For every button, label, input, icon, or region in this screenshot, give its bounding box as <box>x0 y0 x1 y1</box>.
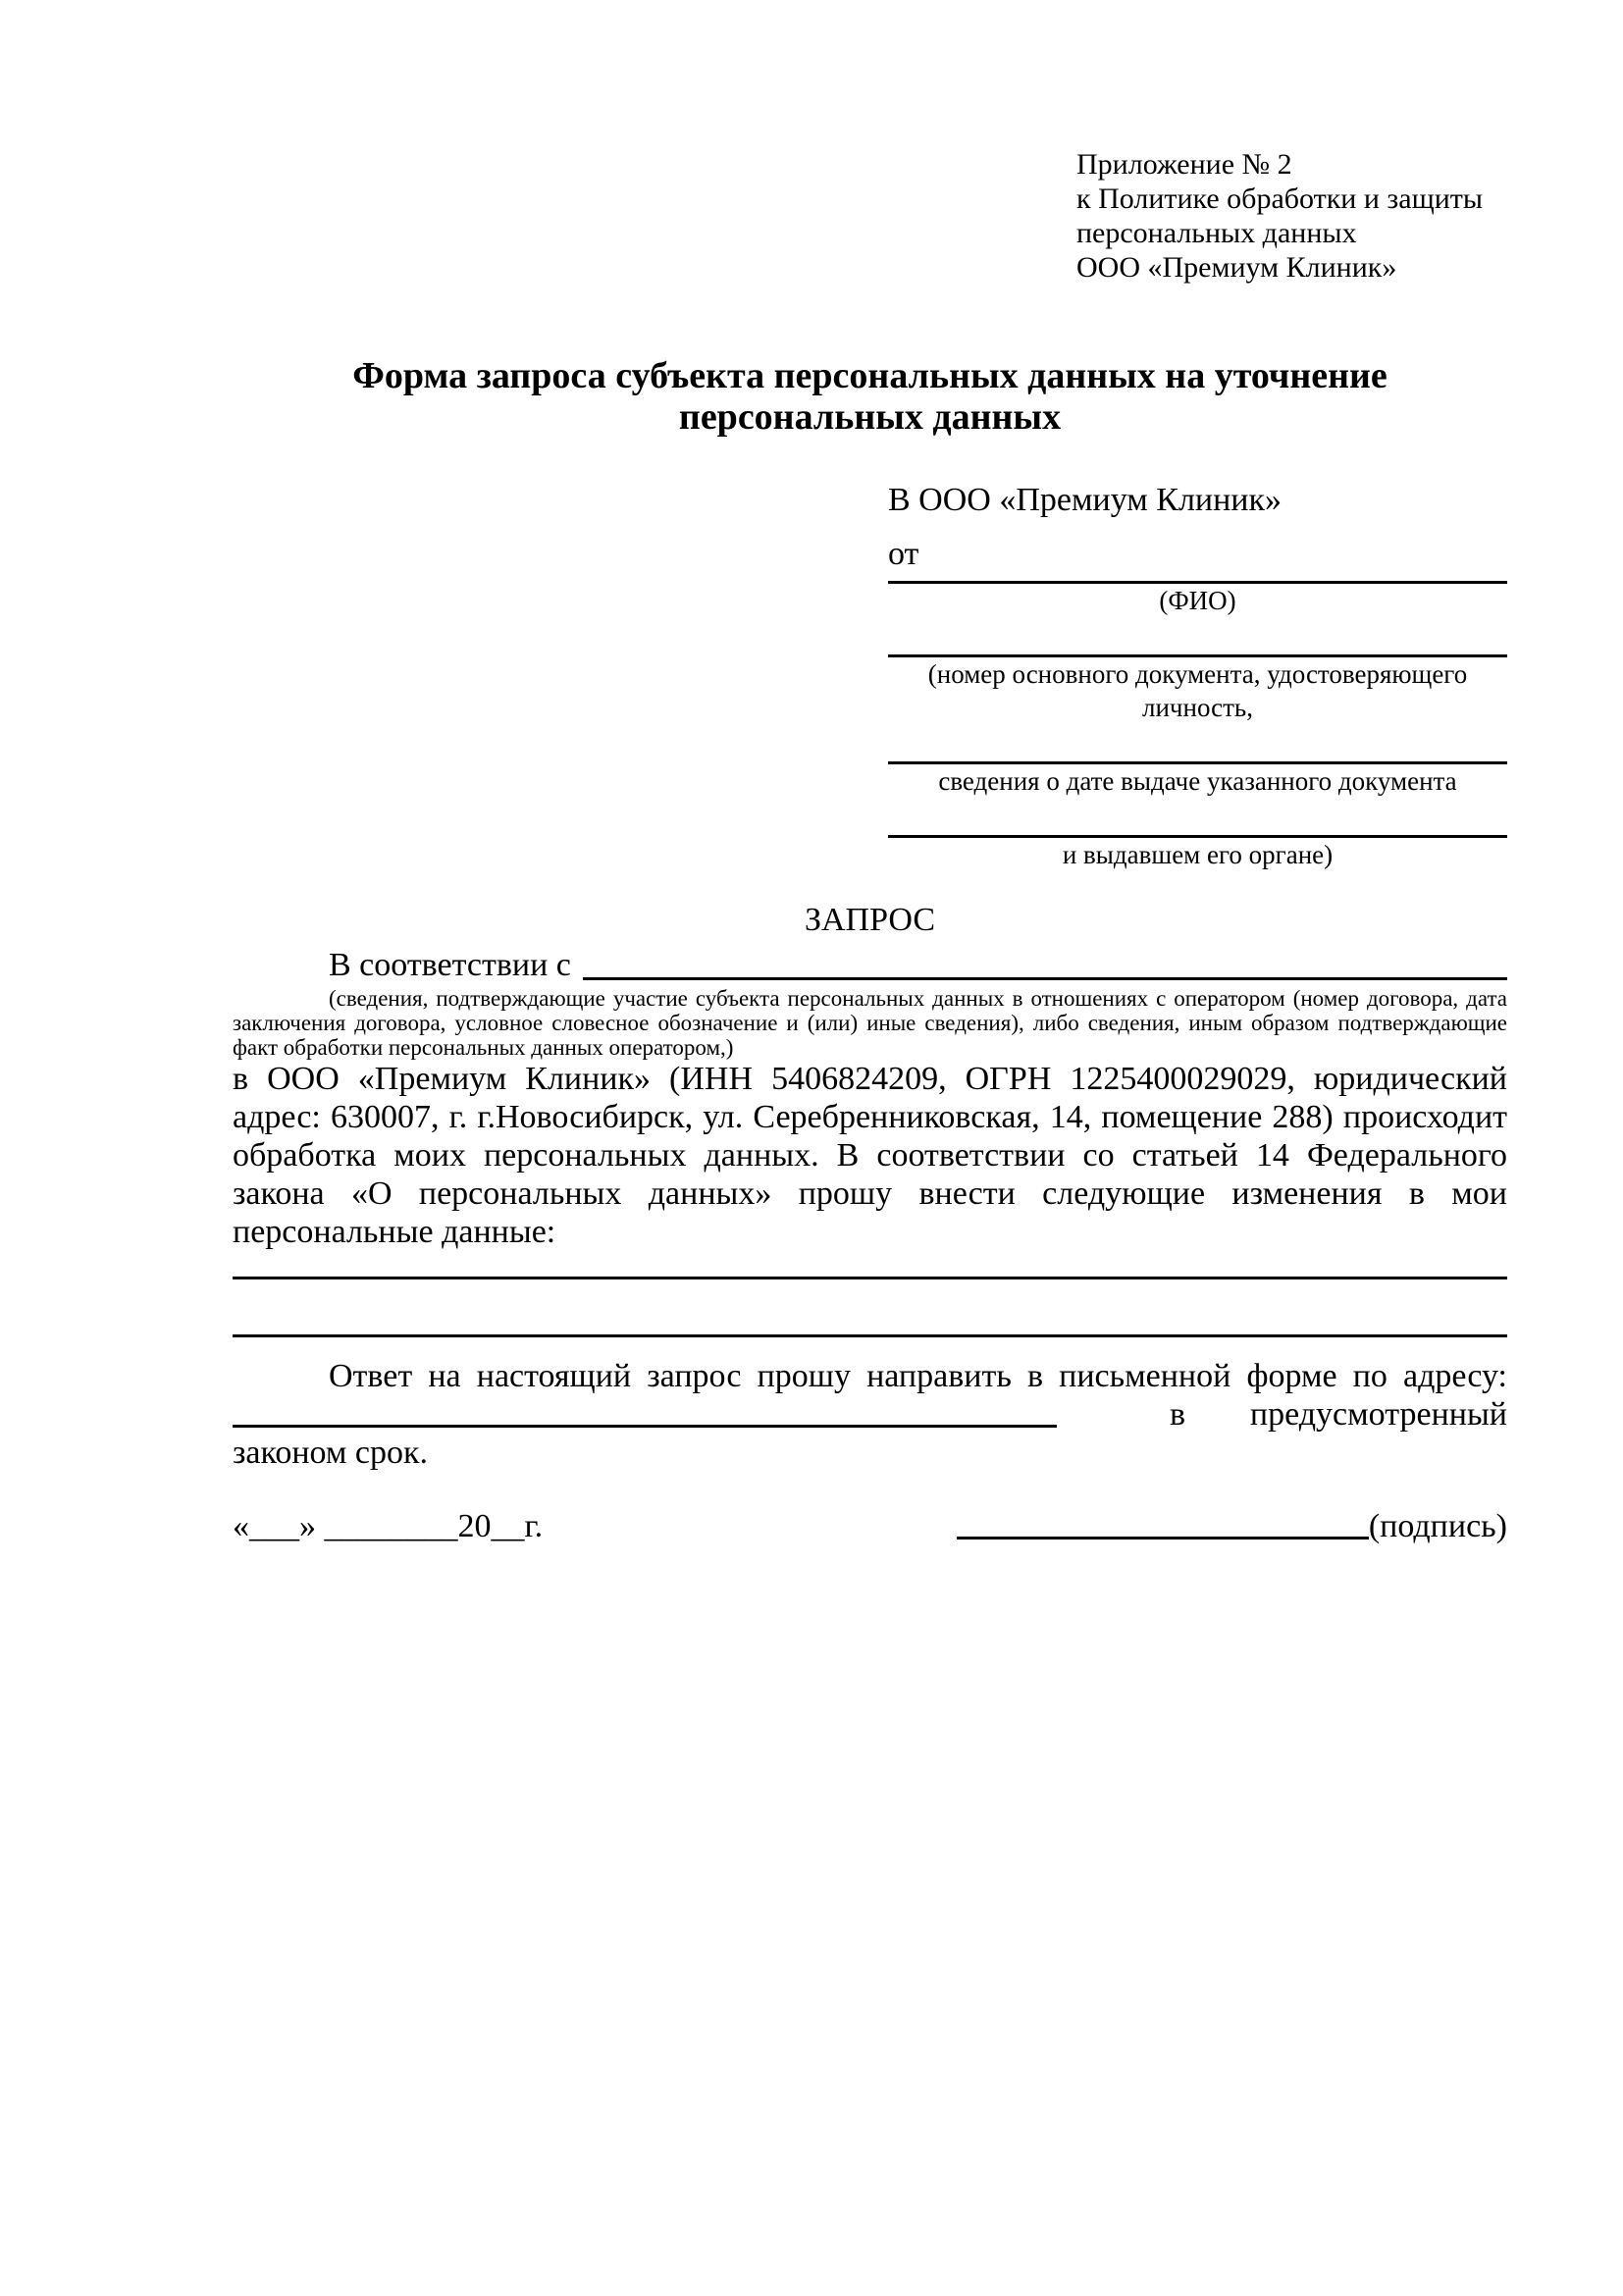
date-signature-row <box>233 1507 1507 1545</box>
accordance-blank-line <box>583 945 1507 980</box>
document-number-caption: (номер основного документа, удостоверяющего личность, <box>927 659 1468 722</box>
signature-group <box>957 1507 1507 1545</box>
addressee-to: В ООО «Премиум Клиник» <box>888 482 1283 518</box>
reply-word-1: в <box>1170 1396 1186 1433</box>
addressee-block <box>888 473 1507 871</box>
appendix-line-2: к Политике обработки и защиты <box>1076 183 1484 215</box>
fio-caption: (ФИО) <box>1159 586 1236 615</box>
accordance-lead: В соответствии с <box>329 947 571 983</box>
address-blank-line <box>233 1395 1057 1428</box>
accordance-note: (сведения, подтверждающие участие субъекта персональных данных в отношениях с оператором (номер договора, дата заключения договора, условное словесное обозначение и (или) иные сведения), либо сведения, иным образом подтверждающие факт обработки персональных данных оператором,) <box>233 986 1507 1060</box>
reply-address-row <box>233 1395 1507 1434</box>
request-body-paragraph: в ООО «Премиум Клиник» (ИНН 5406824209, ОГРН 1225400029029, юридический адрес: 630007, г. г.Новосибирск, ул. Серебренниковская, 14, помещение 288) происходит обработка моих персональных данных. В соответствии со статьей 14 Федерального закона «О персональных данных» прошу внести следующие изменения в мои персональные данные: <box>233 1061 1507 1250</box>
issue-date-caption: сведения о дате выдаче указанного документа <box>938 766 1457 796</box>
date-line: «___» ________20__г. <box>233 1508 544 1544</box>
reply-word-2: предусмотренный <box>1249 1396 1507 1433</box>
addressee-from-label: от <box>888 536 919 572</box>
appendix-block <box>1076 147 1507 285</box>
signature-blank-line <box>957 1507 1369 1539</box>
request-heading: ЗАПРОС <box>804 902 936 938</box>
reply-tail: законом срок. <box>233 1435 428 1471</box>
reply-lead-paragraph: Ответ на настоящий запрос прошу направить в письменной форме по адресу: <box>329 1358 1507 1394</box>
document-title: Форма запроса субъекта персональных данных на уточнение персональных данных <box>352 355 1387 438</box>
appendix-line-1: Приложение № 2 <box>1076 148 1292 181</box>
signature-caption: (подпись) <box>1368 1508 1507 1544</box>
changes-blank-line-2 <box>233 1334 1507 1337</box>
changes-blank-line-1 <box>233 1277 1507 1279</box>
appendix-line-3: персональных данных <box>1076 217 1357 249</box>
issuing-authority-caption: и выдавшем его органе) <box>1062 840 1334 869</box>
appendix-line-4: ООО «Премиум Клиник» <box>1076 251 1397 284</box>
accordance-row <box>233 945 1507 986</box>
